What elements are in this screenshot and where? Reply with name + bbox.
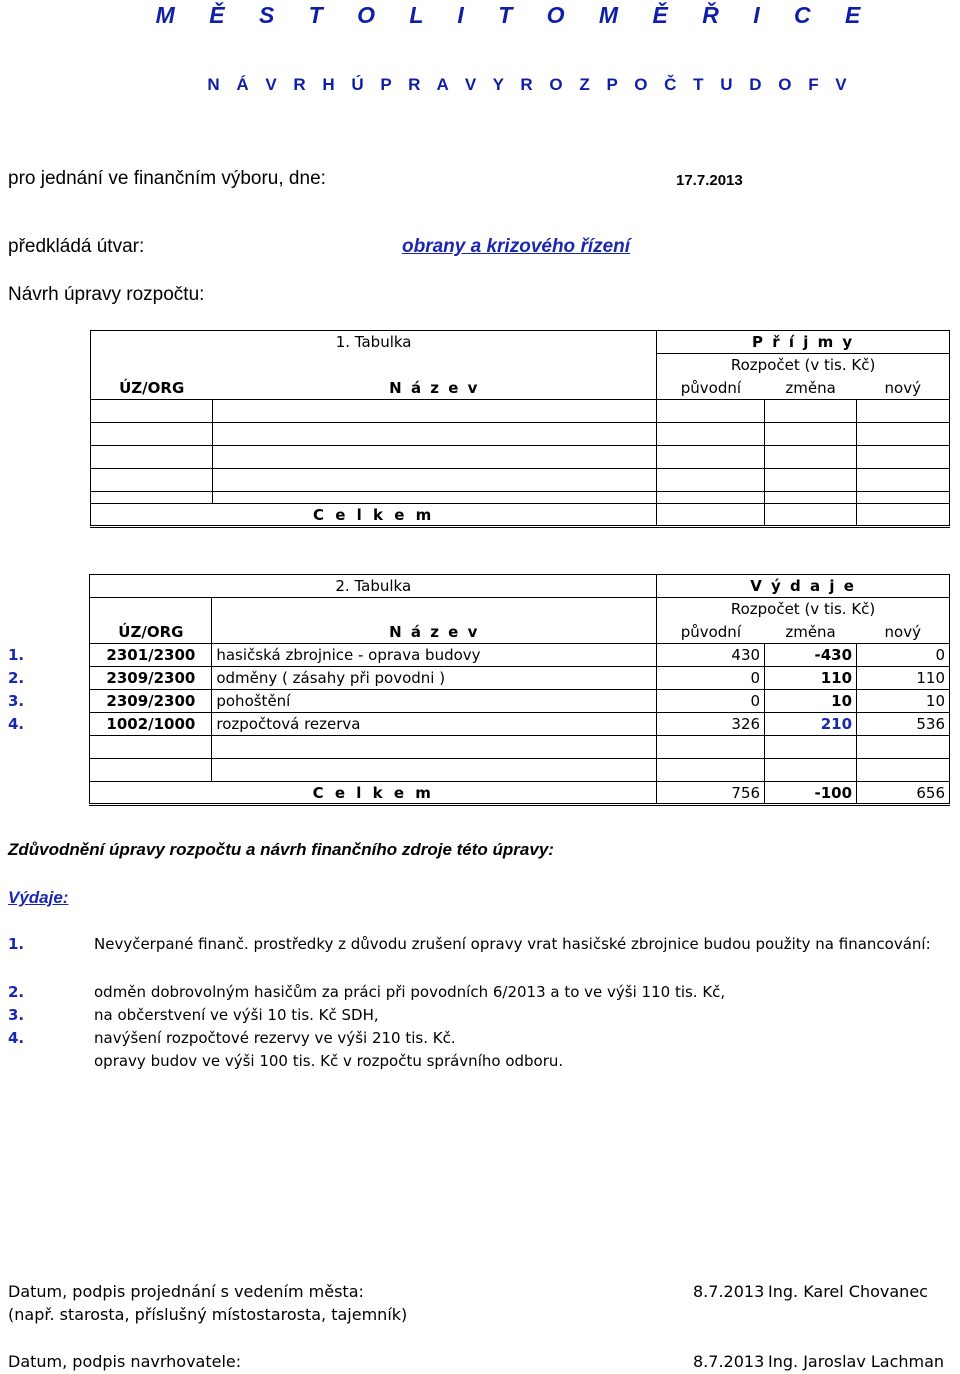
meeting-label: pro jednání ve finančním výboru, dne: [8, 168, 326, 189]
mgmt-signature-name: Ing. Karel Chovanec [768, 1282, 928, 1301]
document-subtitle: N Á V R H Ú P R A V Y R O Z P O Č T U D O F V [207, 75, 853, 94]
table-row [0, 690, 950, 713]
row-number: 1. [8, 646, 25, 664]
table2-col-orig: původní [657, 621, 765, 644]
department-label: předkládá útvar: [8, 236, 145, 257]
row-new: 110 [857, 667, 950, 690]
department-name[interactable]: obrany a krizového řízení [402, 236, 631, 257]
item-text: navýšení rozpočtové rezervy ve výši 210 tis. Kč. [94, 1029, 456, 1047]
item-text: na občerstvení ve výši 10 tis. Kč SDH, [94, 1006, 379, 1024]
row-name: pohoštění [212, 690, 657, 713]
row-change: 210 [765, 713, 857, 736]
justification-heading: Zdůvodnění úpravy rozpočtu a návrh finančního zdroje této úpravy: [8, 840, 554, 859]
row-orig: 326 [657, 713, 765, 736]
row-new: 536 [857, 713, 950, 736]
table2-total-new: 656 [857, 782, 950, 805]
table1-title: 1. Tabulka [91, 331, 657, 354]
table2-col-change: změna [765, 621, 857, 644]
table2-col-uz: ÚZ/ORG [90, 621, 212, 644]
row-uz: 1002/1000 [90, 713, 212, 736]
proposer-signature-date: 8.7.2013 [693, 1352, 765, 1371]
row-change: 10 [765, 690, 857, 713]
row-orig: 0 [657, 667, 765, 690]
row-name: hasičská zbrojnice - oprava budovy [212, 644, 657, 667]
table1-col-new: nový [857, 377, 950, 400]
table2-budget-header: Rozpočet (v tis. Kč) [657, 598, 950, 621]
proposer-signature-label: Datum, podpis navrhovatele: [8, 1352, 242, 1371]
item-text: odměn dobrovolným hasičům za práci při povodních 6/2013 a to ve výši 110 tis. Kč, [94, 983, 726, 1001]
item-number: 4. [8, 1029, 25, 1047]
proposer-signature-name: Ing. Jaroslav Lachman [768, 1352, 945, 1371]
table-row [0, 644, 950, 667]
row-new: 10 [857, 690, 950, 713]
item-number: 1. [8, 935, 25, 953]
row-number: 4. [8, 715, 25, 733]
table1-total-label: C e l k e m [91, 504, 657, 527]
table1-section: P ř í j m y [657, 331, 950, 354]
table1-col-name: N á z e v [212, 377, 656, 400]
table2-total-orig: 756 [657, 782, 765, 805]
row-orig: 430 [657, 644, 765, 667]
table2-total-label: C e l k e m [90, 782, 657, 805]
expenses-label: Výdaje: [8, 888, 69, 907]
table2-total-change: -100 [765, 782, 857, 805]
income-table [90, 330, 950, 528]
item-text: opravy budov ve výši 100 tis. Kč v rozpočtu správního odboru. [94, 1052, 564, 1070]
table1-budget-header: Rozpočet (v tis. Kč) [657, 354, 950, 377]
expense-table [0, 574, 950, 806]
table1-col-orig: původní [657, 377, 765, 400]
item-number: 2. [8, 983, 25, 1001]
row-uz: 2309/2300 [90, 690, 212, 713]
table1-col-change: změna [765, 377, 857, 400]
table-row [0, 667, 950, 690]
row-new: 0 [857, 644, 950, 667]
city-title: M Ě S T O L I T O M Ě Ř I C E [155, 2, 875, 28]
table-row [0, 713, 950, 736]
table2-col-name: N á z e v [212, 621, 657, 644]
row-number: 2. [8, 669, 25, 687]
row-number: 3. [8, 692, 25, 710]
item-text: Nevyčerpané finanč. prostředky z důvodu zrušení opravy vrat hasičské zbrojnice budou použity na financování: [94, 935, 931, 953]
table1-col-uz: ÚZ/ORG [91, 377, 213, 400]
table2-section: V ý d a j e [657, 575, 950, 598]
table2-col-new: nový [857, 621, 950, 644]
row-name: rozpočtová rezerva [212, 713, 657, 736]
row-change: -430 [765, 644, 857, 667]
row-change: 110 [765, 667, 857, 690]
table2-title: 2. Tabulka [90, 575, 657, 598]
proposal-label: Návrh úpravy rozpočtu: [8, 284, 205, 305]
row-uz: 2309/2300 [90, 667, 212, 690]
row-name: odměny ( zásahy při povodni ) [212, 667, 657, 690]
row-orig: 0 [657, 690, 765, 713]
row-uz: 2301/2300 [90, 644, 212, 667]
meeting-date: 17.7.2013 [676, 172, 743, 189]
mgmt-signature-date: 8.7.2013 [693, 1282, 765, 1301]
mgmt-signature-label: Datum, podpis projednání s vedením města: [8, 1282, 364, 1301]
mgmt-signature-note: (např. starosta, příslušný místostarosta, tajemník) [8, 1305, 408, 1324]
item-number: 3. [8, 1006, 25, 1024]
